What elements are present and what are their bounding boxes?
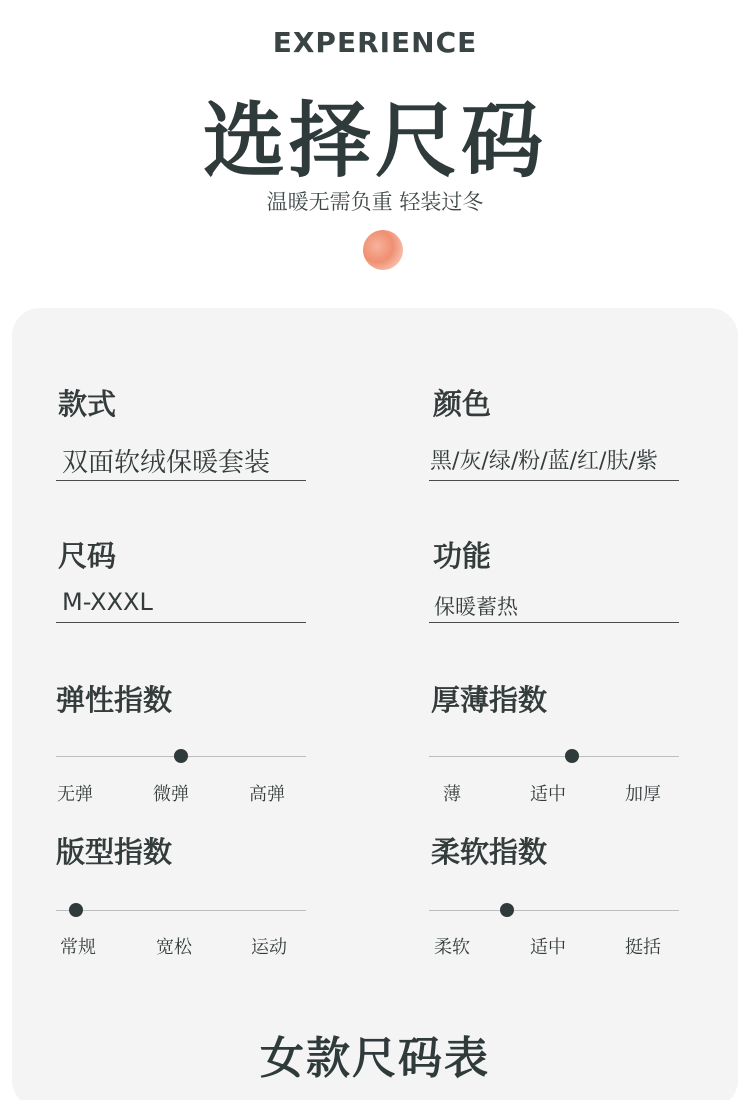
softness-tick-mid: 适中 [530, 937, 566, 958]
softness-label: 柔软指数 [431, 835, 548, 869]
fit-tick-mid: 宽松 [156, 937, 192, 958]
color-label: 颜色 [433, 387, 492, 421]
eyebrow-text: EXPERIENCE [272, 26, 478, 59]
fit-track [56, 910, 306, 911]
function-label: 功能 [433, 539, 492, 573]
function-underline [429, 622, 679, 623]
fit-tick-low: 常规 [60, 937, 96, 958]
softness-track [429, 910, 679, 911]
thickness-knob [565, 749, 579, 763]
size-underline [56, 622, 306, 623]
thickness-tick-mid: 适中 [530, 784, 566, 805]
elasticity-tick-mid: 微弹 [153, 784, 189, 805]
decorative-orb-icon [363, 230, 403, 270]
thickness-label: 厚薄指数 [431, 683, 548, 717]
softness-tick-high: 挺括 [625, 937, 661, 958]
color-underline [429, 480, 679, 481]
size-chart-section-title: 女款尺码表 [260, 1033, 490, 1084]
style-underline [56, 480, 306, 481]
elasticity-knob [174, 749, 188, 763]
page-subtitle: 温暖无需负重 轻装过冬 [266, 190, 484, 214]
thickness-tick-low: 薄 [443, 784, 461, 805]
elasticity-tick-low: 无弹 [57, 784, 93, 805]
size-value: M-XXXL [62, 588, 153, 616]
thickness-tick-high: 加厚 [625, 784, 661, 805]
elasticity-tick-high: 高弹 [249, 784, 285, 805]
elasticity-label: 弹性指数 [56, 683, 173, 717]
softness-tick-low: 柔软 [434, 937, 470, 958]
color-value: 黑/灰/绿/粉/蓝/红/肤/紫 [430, 449, 658, 474]
fit-tick-high: 运动 [251, 937, 287, 958]
thickness-track [429, 756, 679, 757]
size-label: 尺码 [58, 539, 117, 573]
style-label: 款式 [58, 387, 117, 421]
page-title: 选择尺码 [202, 94, 547, 189]
fit-label: 版型指数 [56, 835, 173, 869]
function-value: 保暖蓄热 [434, 595, 518, 619]
style-value: 双面软绒保暖套装 [62, 448, 271, 478]
softness-knob [500, 903, 514, 917]
fit-knob [69, 903, 83, 917]
